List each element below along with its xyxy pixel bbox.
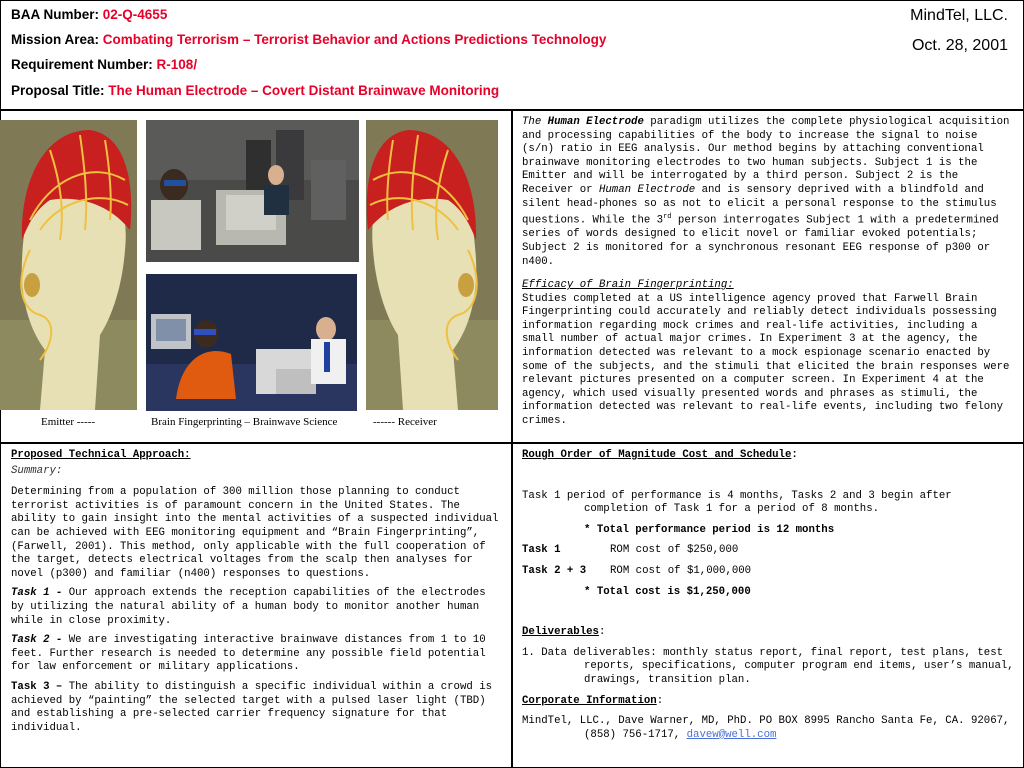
task2-text: We are investigating interactive brainwave distances from 1 to 10 feet. Further research is needed to determine any possible field potential for law enforcement or military applications. — [11, 634, 486, 674]
efficacy-text: Studies completed at a US intelligence agency proved that Farwell Brain Fingerprinting could accurately and reliably detect individuals possessing information regarding mock crimes and real-life activities, including a small number of actual major crimes. In Experiment 3 at the agency, the information detected was relevant to a mock espionage scenario enacted by some of the subjects, and the stimuli that elicited the brain responses were relevant pictures presented on a computer screen. In Experiment 4 at the agency, which used visually presented words and phrases as stimuli, the information detected was relevant to real-life events, including two felony crimes. — [522, 292, 1010, 428]
cost-heading-line — [522, 449, 1014, 463]
task1-cost-value: ROM cost of $250,000 — [610, 544, 739, 557]
intro-superscript: rd — [663, 213, 672, 222]
baa-label: BAA Number: — [11, 7, 100, 22]
corporate-heading: Corporate Information — [522, 694, 657, 707]
task2-paragraph — [11, 634, 501, 675]
lab-photo-bottom — [146, 274, 357, 411]
cost-heading-colon: : — [791, 449, 798, 461]
task2-label: Task 2 - — [11, 634, 63, 647]
intro-lead-term: Human Electrode — [547, 116, 644, 128]
center-caption: Brain Fingerprinting – Brainwave Science — [151, 416, 338, 428]
task3-text: The ability to distinguish a specific individual within a crowd is achieved by “painting” the selected target with a pulsed laser light (TBD) and establishing a pre-selected carrier frequency signature for that individual. — [11, 680, 493, 734]
deliverables-colon: : — [598, 626, 606, 639]
corporate-address: MindTel, LLC., Dave Warner, MD, PhD. PO BOX 8995 Rancho Santa Fe, CA. 92067, (858) 756-1717, — [522, 715, 1010, 741]
total-period: * Total performance period is 12 months — [584, 523, 835, 536]
mission-label: Mission Area: — [11, 32, 100, 47]
intro-text-c: person interrogates Subject 1 with a predetermined series of words designed to elicit novel or familiar evoked potentials; Subject 2 is monitored for a synchronous resonant EEG response of p300 or n400. — [522, 214, 999, 268]
period-text: Task 1 period of performance is 4 months, Tasks 2 and 3 begin after completion of Task 1 for a period of 8 months. — [522, 489, 952, 516]
task3-paragraph — [11, 681, 501, 735]
cost-section — [522, 449, 1014, 742]
proposal-title-label: Proposal Title: — [11, 83, 105, 98]
intro-term-2: Human Electrode — [598, 183, 696, 196]
intro-section — [522, 116, 1014, 429]
document-date: Oct. 28, 2001 — [911, 37, 1008, 54]
summary-text: Determining from a population of 300 million those planning to conduct terrorist activities is of paramount concern in the United States. The ability to gain insight into the mental activities of a suspected individual can be achieved with EEG monitoring equipment and “Brain Fingerprinting”, (Farwell, 2001). This method, only applicable with the full cooperation of the target, detects electrical voltages from the scalp then analyses for novel (p300) and familiar (n400) responses to questions. — [11, 486, 499, 580]
deliverables-heading-line — [522, 626, 1014, 640]
task1-text: Our approach extends the reception capabilities of the electrodes by utilizing the natural ability of a human body to monitor another human while in close proximity. — [11, 587, 486, 627]
emitter-caption: Emitter ----- — [41, 416, 96, 428]
intro-text-b: and is sensory deprived with a blindfold and silent head-phones so as not to elicit a personal response to the stimulus questions. While the 3 — [522, 183, 997, 227]
baa-line — [11, 7, 167, 23]
approach-section — [11, 449, 501, 735]
task23-cost-label: Task 2 + 3 — [522, 564, 587, 577]
total-cost: * Total cost is $1,250,000 — [584, 585, 751, 598]
requirement-line — [11, 57, 197, 73]
task1-label: Task 1 - — [11, 587, 63, 600]
intro-lead-word: The — [522, 116, 542, 128]
baa-value: 02-Q-4655 — [102, 7, 168, 22]
receiver-mannequin-image — [366, 120, 498, 410]
proposal-title-line — [11, 83, 499, 99]
corporate-text — [522, 715, 1014, 742]
approach-heading: Proposed Technical Approach: — [11, 449, 191, 461]
intro-paragraph — [522, 116, 1014, 269]
receiver-caption: ------ Receiver — [373, 416, 437, 428]
task3-label: Task 3 – — [11, 680, 63, 693]
task23-cost-value: ROM cost of $1,000,000 — [610, 564, 752, 577]
deliverables-heading: Deliverables — [522, 626, 599, 639]
efficacy-heading: Efficacy of Brain Fingerprinting: — [522, 279, 734, 292]
summary-label: Summary: — [11, 464, 63, 477]
mission-value: Combating Terrorism – Terrorist Behavior and Actions Predictions Technology — [102, 32, 607, 47]
task23-cost-row — [522, 565, 1014, 579]
requirement-value: R-108/ — [156, 57, 198, 72]
cost-heading: Rough Order of Magnitude Cost and Schedule — [522, 449, 792, 461]
task1-cost-label: Task 1 — [522, 544, 561, 557]
corporate-heading-line — [522, 695, 1014, 709]
intro-text-a: paradigm utilizes the complete physiological acquisition and processing capabilities of the body to increase the signal to noise (s/n) ratio in EEG analysis. Our method begins by attaching conventional brainwave monitoring electrodes to two human subjects. Subject 1 is the Emitter and will be interrogated by a third person. Subject 2 is the Receiver or — [522, 116, 1010, 196]
deliverables-text: 1. Data deliverables: monthly status report, final report, test plans, test reports, specifications, computer program end items, user’s manual, drawings, transition plan. — [522, 646, 1014, 686]
mission-line — [11, 32, 606, 48]
lab-photo-top — [146, 120, 359, 262]
company-name: MindTel, LLC. — [910, 7, 1008, 24]
proposal-title-value: The Human Electrode – Covert Distant Brainwave Monitoring — [108, 83, 500, 98]
corporate-colon: : — [656, 694, 664, 707]
requirement-label: Requirement Number: — [11, 57, 153, 72]
column-divider — [511, 110, 513, 768]
corporate-email-link[interactable]: davew@well.com — [686, 728, 777, 741]
emitter-mannequin-image — [0, 120, 137, 410]
task1-paragraph — [11, 587, 501, 628]
task1-cost-row — [522, 544, 1014, 558]
